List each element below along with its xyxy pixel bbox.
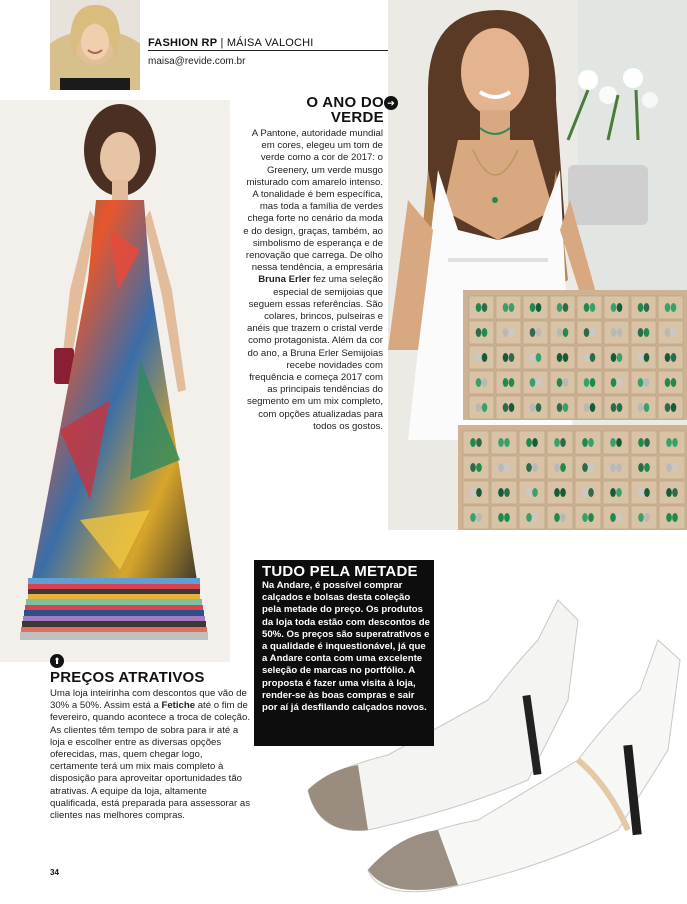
arrow-up-icon: ⬆ xyxy=(50,654,64,668)
header-divider xyxy=(148,50,388,51)
author-name: MÁISA VALOCHI xyxy=(226,37,314,49)
author-email[interactable]: maisa@revide.com.br xyxy=(148,56,246,67)
verde-article-text xyxy=(243,128,383,433)
page-number: 34 xyxy=(50,868,59,877)
precos-article-text xyxy=(50,688,250,822)
section-name: FASHION RP xyxy=(148,37,218,49)
verde-brand: Bruna Erler xyxy=(258,274,311,286)
verde-text-part2: fez uma seleção especial de semijoias que seguem essas referências. São colares, brincos, pulseiras e anéis que trazem o cristal verde como protagonista. Além da cor do ano, a Bruna Erler Semijoias recebe novidades com frequência e começa 2017 com as principais tendências do segmento em um mix completo, com opções atualizadas para todos os gostos. xyxy=(247,274,383,432)
precos-brand: Fetiche xyxy=(161,700,196,712)
verde-text-part1: A Pantone, autoridade mundial em cores, elegeu um tom de verde como a cor de 2017: o Greenery, um verde musgo misturado com amarelo intenso. A tonalidade é bem específica, mas toda a família de verdes chega forte no cenário da moda e do design, graças, também, ao simbolismo de esperança e de renovação que carrega. De olho nessa tendência, a empresária xyxy=(243,128,383,274)
metade-brand: Andare xyxy=(276,580,310,591)
precos-heading: PREÇOS ATRATIVOS xyxy=(50,669,205,686)
metade-article-text xyxy=(262,580,432,714)
column-header xyxy=(148,37,314,49)
columnist-portrait xyxy=(50,0,140,90)
verde-heading-line1: O ANO DO xyxy=(306,94,384,111)
arrow-right-icon: ➔ xyxy=(384,96,398,110)
verde-heading-line2: VERDE xyxy=(330,109,384,126)
metade-text-part1: Na xyxy=(262,580,277,591)
metade-text-part2: , é possível comprar calçados e bolsas desta coleção pela metade do preço. Os produtos da loja toda estão com descontos de 50%. Os preços são superatrativos e a qualidade é inquestionável, já que a Andare conta com uma excelente seleção de marcas no portfólio. A proposta é fazer uma visita à loja, render-se às boas compras e sair por aí já desfilando calçados novos. xyxy=(262,580,430,714)
dress-photo xyxy=(0,100,230,662)
verde-heading xyxy=(294,95,384,125)
header-separator: | xyxy=(217,37,227,49)
precos-text-part2: até o fim de fevereiro, quando acontece a troca de coleção. As clientes têm tempo de sobra para ir até a loja e escolher entre as diversas opções oferecidas, mas, quem chegar logo, certamente terá um mix mais completo à disposição para aproveitar oportunidades tão atrativas. A equipe da loja, altamente qualificada, está preparada para assessorar as clientes nas melhores compras. xyxy=(50,700,251,822)
metade-heading: TUDO PELA METADE xyxy=(262,563,418,580)
precos-text-part1: Uma loja inteirinha com descontos que vão de 30% a 50%. Assim está a xyxy=(50,688,247,712)
jewelry-photo xyxy=(388,0,687,530)
